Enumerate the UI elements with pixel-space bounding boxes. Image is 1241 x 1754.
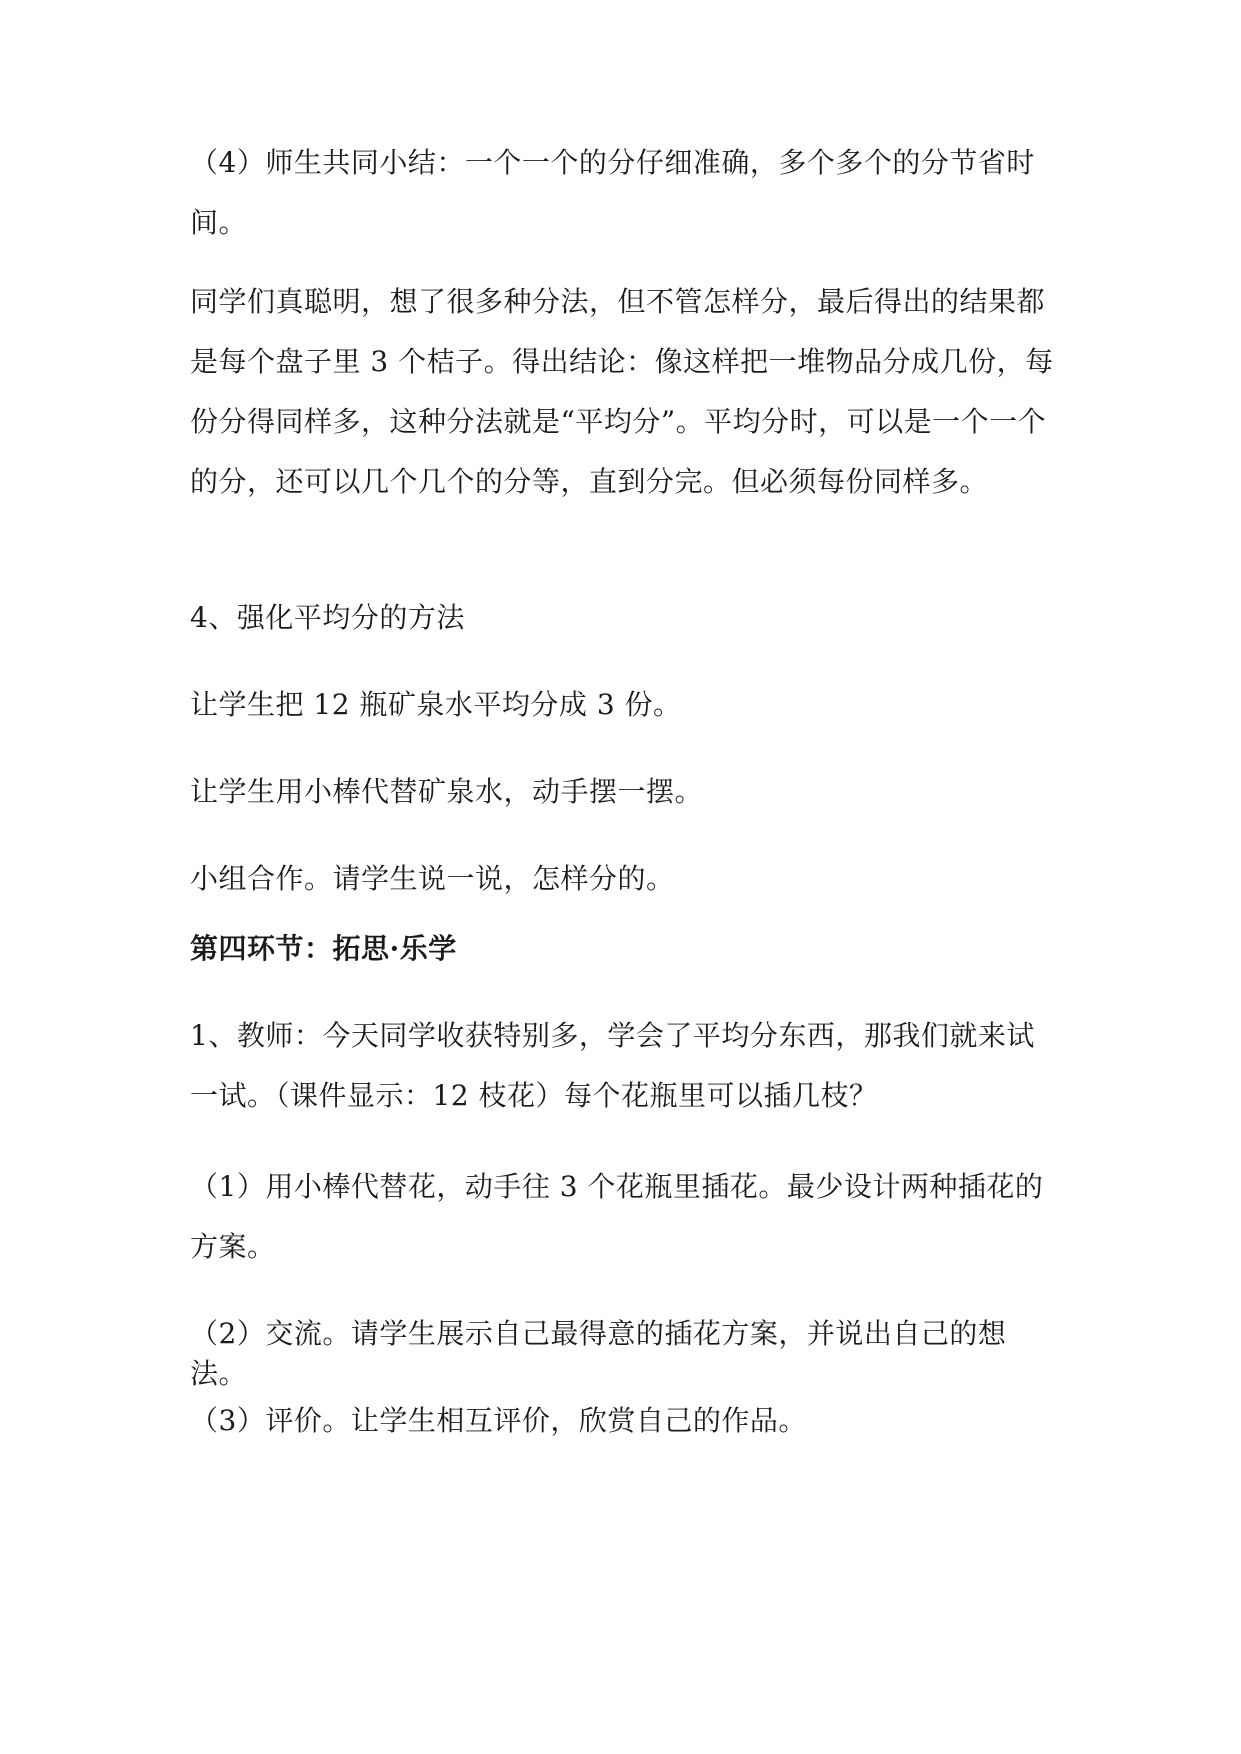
paragraph-water-bottles: 让学生把 12 瓶矿泉水平均分成 3 份。 <box>190 688 682 721</box>
paragraph-conclusion: 同学们真聪明，想了很多种分法，但不管怎样分，最后得出的结果都是每个盘子里 3 个桔子。得出结论：像这样把一堆物品分成几份，每份分得同样多，这种分法就是“平均分”。平均分时，可以是一个一个的分，还可以几个几个的分等，直到分完。但必须每份同样多。 <box>190 285 1054 498</box>
paragraph-summary: （4）师生共同小结：一个一个的分仔细准确，多个多个的分节省时间。 <box>190 146 1035 239</box>
paragraph-step-3: （3）评价。让学生相互评价，欣赏自己的作品。 <box>190 1404 807 1437</box>
paragraph-sticks: 让学生用小棒代替矿泉水，动手摆一摆。 <box>190 775 704 808</box>
paragraph-section-4: 4、强化平均分的方法 <box>190 601 465 634</box>
paragraph-teacher: 1、教师：今天同学收获特别多，学会了平均分东西，那我们就来试一试。（课件显示：12 枝花）每个花瓶里可以插几枝？ <box>190 1019 1035 1112</box>
paragraph-step-1: （1）用小棒代替花，动手往 3 个花瓶里插花。最少设计两种插花的方案。 <box>190 1170 1044 1263</box>
paragraph-group-work: 小组合作。请学生说一说，怎样分的。 <box>190 862 675 895</box>
paragraph-step-2: （2）交流。请学生展示自己最得意的插花方案，并说出自己的想法。 <box>190 1317 1007 1390</box>
section-heading: 第四环节：拓思·乐学 <box>190 932 457 965</box>
